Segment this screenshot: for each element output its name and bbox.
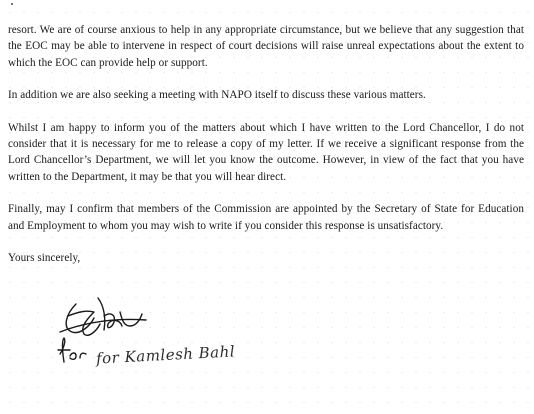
paragraph-commission-members: Finally, may I confirm that members of the Commission are appointed by the Secretary of State for Education and Employment to whom you may wish to write if you consider this response is unsatisfactory. xyxy=(8,203,524,232)
handwritten-signature xyxy=(56,292,256,376)
paragraph-resort: resort. We are of course anxious to help in any appropriate circumstance, but we believe that any suggestion that the EOC may be able to intervene in respect of court decisions will raise unreal expectations about the extent to which the EOC can provide help or support. xyxy=(8,24,524,69)
signature-text: for Kamlesh Bahl xyxy=(95,342,236,368)
paragraph-lord-chancellor: Whilst I am happy to inform you of the matters about which I have written to the Lord Chancellor, I do not consider that it is necessary for me to release a copy of my letter. If we receive a significant response from the Lord Chancellor’s Department, we will let you know the outcome. However, in view of the fact that you have written to the Department, it may be that you will hear direct. xyxy=(8,121,524,183)
closing-line: Yours sincerely, xyxy=(8,252,81,265)
letter-body xyxy=(8,22,524,283)
paragraph-napo-meeting: In addition we are also seeking a meeting with NAPO itself to discuss these various matters. xyxy=(8,89,426,102)
scan-speck xyxy=(11,3,13,5)
